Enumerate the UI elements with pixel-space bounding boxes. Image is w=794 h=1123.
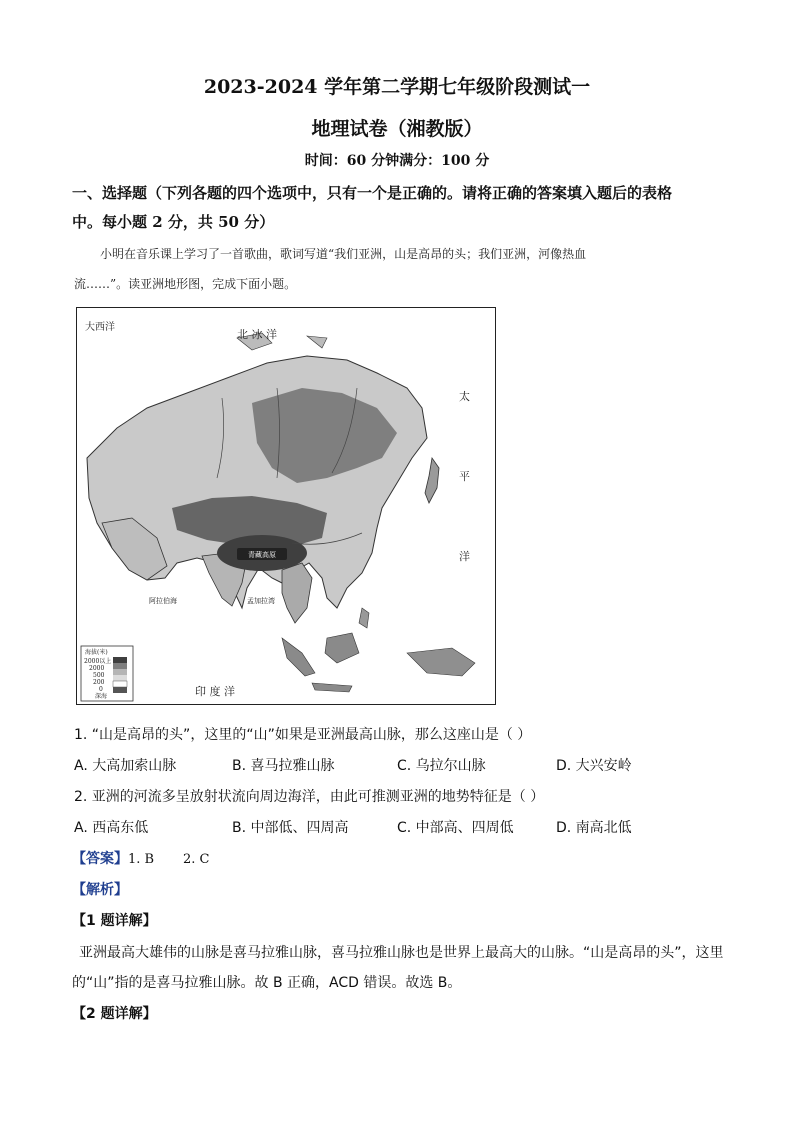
legend-level-6: 深海 [95, 693, 108, 700]
philippines [359, 608, 369, 628]
sumatra [282, 638, 315, 676]
question-2: 2. 亚洲的河流多呈放射状流向周边海洋，由此可推测亚洲的地势特征是（ ） [74, 789, 545, 805]
legend-level-5: 0 [99, 686, 103, 693]
q1-detail-line1: 亚洲最高大雄伟的山脉是喜马拉雅山脉，喜马拉雅山脉也是世界上最高大的山脉。“山是高昂的头”，这里 [79, 945, 724, 961]
analysis-tag: 【解析】 [72, 882, 128, 898]
q1-detail-line2: 的“山”指的是喜马拉雅山脉。故 B 正确，ACD 错误。故选 B。 [72, 975, 462, 991]
legend-swatch-5 [113, 681, 127, 687]
answer-values: 1. B 2. C [128, 852, 210, 867]
legend-title: 海拔(米) [85, 649, 108, 656]
japan-islands [425, 458, 439, 503]
q1-option-c: C. 乌拉尔山脉 [397, 758, 486, 774]
plateau-label: 青藏高原 [248, 551, 276, 559]
asia-map-svg [77, 308, 495, 704]
arctic-label: 北 冰 洋 [237, 328, 277, 341]
exam-subtitle: 地理试卷（湘教版） [311, 118, 483, 140]
indochina [282, 563, 312, 623]
question-1: 1. “山是高昂的头”，这里的“山”如果是亚洲最高山脉，那么这座山是（ ） [74, 727, 532, 743]
borneo [325, 633, 359, 663]
legend-level-4: 200 [93, 679, 105, 686]
arabian-sea-label: 阿拉伯海 [149, 597, 177, 605]
q1-option-b: B. 喜马拉雅山脉 [232, 758, 335, 774]
answer-line [72, 848, 210, 868]
legend-swatch-2 [113, 663, 127, 669]
indian-ocean-label: 印 度 洋 [195, 685, 235, 698]
exam-title: 2023-2024 学年第二学期七年级阶段测试一 [203, 76, 591, 98]
q2-option-c: C. 中部高、四周低 [397, 820, 514, 836]
q1-option-a: A. 大高加索山脉 [74, 758, 177, 774]
legend-level-2: 2000 [89, 665, 105, 672]
legend-swatch-4 [113, 675, 127, 681]
q2-option-b: B. 中部低、四周高 [232, 820, 349, 836]
q2-option-d: D. 南高北低 [556, 820, 632, 836]
time-info: 时间：60 分钟满分：100 分 [304, 153, 490, 169]
atlantic-label: 大西洋 [85, 322, 115, 333]
pacific-label-2: 平 [459, 470, 470, 483]
section-heading-line1: 一、选择题（下列各题的四个选项中，只有一个是正确的。请将正确的答案填入题后的表格 [72, 184, 673, 202]
asia-terrain-map [76, 307, 496, 705]
q1-option-d: D. 大兴安岭 [556, 758, 632, 774]
q2-option-a: A. 西高东低 [74, 820, 149, 836]
legend-level-3: 500 [93, 672, 105, 679]
intro-line1: 小明在音乐课上学习了一首歌曲，歌词写道“我们亚洲，山是高昂的头；我们亚洲，河像热血 [100, 247, 587, 261]
q1-detail-heading: 【1 题详解】 [72, 913, 157, 929]
legend-swatch-3 [113, 669, 127, 675]
section-heading-line2: 中。每小题 2 分，共 50 分） [72, 213, 275, 231]
pacific-label-3: 洋 [459, 550, 470, 563]
intro-line2: 流……”。读亚洲地形图，完成下面小题。 [74, 277, 297, 291]
legend-level-1: 2000以上 [84, 658, 112, 665]
legend-swatch-6 [113, 687, 127, 693]
legend-swatch-1 [113, 657, 127, 663]
answer-tag: 【答案】 [72, 851, 128, 867]
map-legend [81, 646, 133, 701]
pacific-label-1: 太 [459, 390, 470, 403]
bay-of-bengal-label: 孟加拉湾 [247, 597, 275, 605]
new-guinea [407, 648, 475, 676]
q2-detail-heading: 【2 题详解】 [72, 1006, 157, 1022]
java [312, 683, 352, 692]
